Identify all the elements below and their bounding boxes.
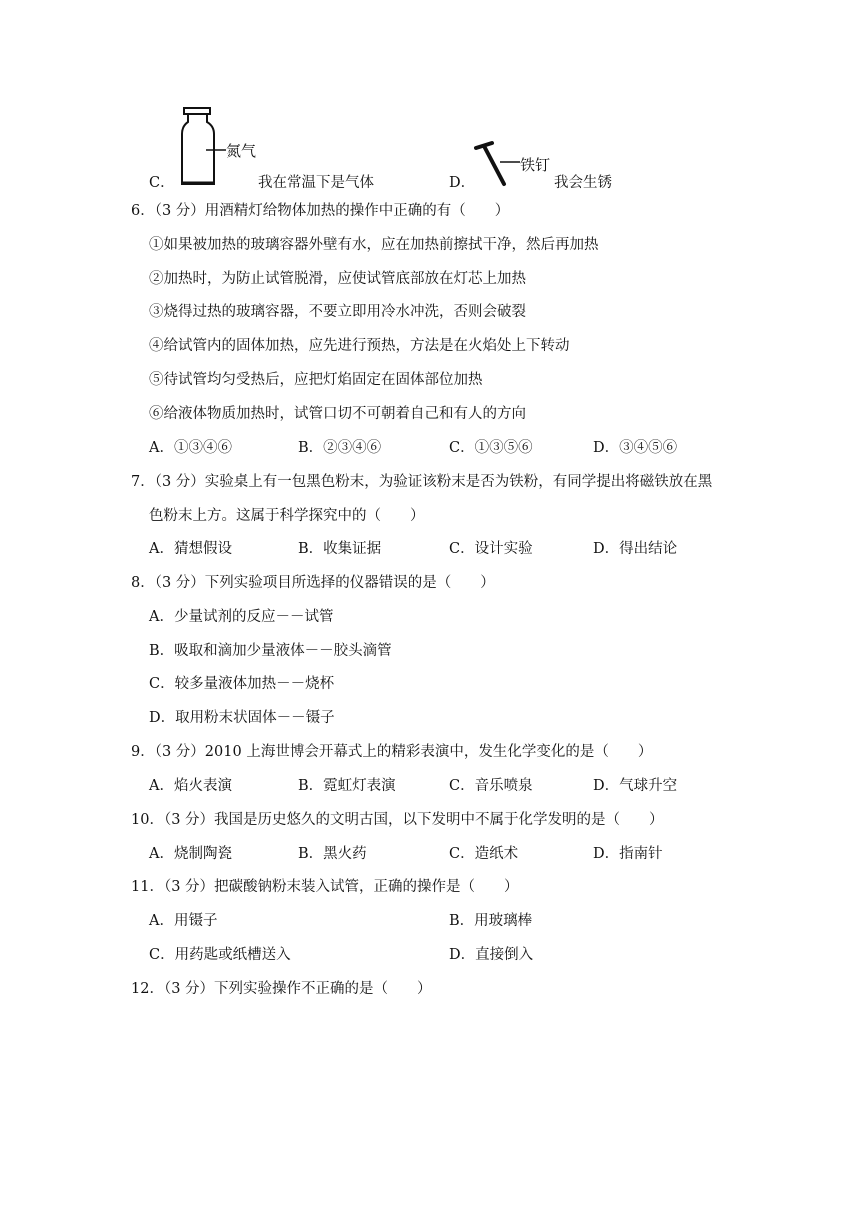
q6-stem: 6．（3 分）用酒精灯给物体加热的操作中正确的有（ ） (131, 203, 510, 219)
q5-option-d-caption: 我会生锈 (554, 175, 612, 191)
nitrogen-label: 氮气 (226, 142, 257, 160)
q10-option-c: C．造纸术 (449, 846, 519, 862)
q6-option-b: B．②③④⑥ (298, 440, 382, 456)
q10-stem: 10．（3 分）我国是历史悠久的文明古国，以下发明中不属于化学发明的是（ ） (131, 812, 664, 828)
q6-item-5: ⑤待试管均匀受热后，应把灯焰固定在固体部位加热 (149, 372, 483, 388)
q11-option-d: D．直接倒入 (449, 947, 534, 963)
q7-stem: 7．（3 分）实验桌上有一包黑色粉末，为验证该粉末是否为铁粉，有同学提出将磁铁放在黑 (131, 474, 713, 490)
q8-option-d: D．取用粉末状固体－－镊子 (149, 710, 335, 726)
q9-stem: 9．（3 分）2010 上海世博会开幕式上的精彩表演中，发生化学变化的是（ ） (131, 744, 653, 760)
q8-option-a: A．少量试剂的反应－－试管 (149, 609, 334, 625)
q6-item-2: ②加热时，为防止试管脱滑，应使试管底部放在灯芯上加热 (149, 271, 526, 287)
q11-stem: 11．（3 分）把碳酸钠粉末装入试管，正确的操作是（ ） (131, 879, 519, 895)
q9-option-a: A．焰火表演 (149, 778, 232, 794)
q5-option-c-caption: 我在常温下是气体 (258, 175, 374, 191)
q8-stem: 8．（3 分）下列实验项目所选择的仪器错误的是（ ） (131, 575, 495, 591)
q6-item-3: ③烧得过热的玻璃容器，不要立即用冷水冲洗，否则会破裂 (149, 304, 526, 320)
q9-option-d: D．气球升空 (593, 778, 678, 794)
q5-option-c-letter: C． (149, 175, 175, 191)
q8-option-c: C．较多量液体加热－－烧杯 (149, 676, 335, 692)
q7-option-d: D．得出结论 (593, 541, 678, 557)
q8-option-b: B．吸取和滴加少量液体－－胶头滴管 (149, 643, 392, 659)
q11-option-c: C．用药匙或纸槽送入 (149, 947, 291, 963)
q7-option-c: C．设计实验 (449, 541, 533, 557)
q6-option-d: D．③④⑤⑥ (593, 440, 678, 456)
q6-option-a: A．①③④⑥ (149, 440, 232, 456)
iron-nail-figure (470, 140, 520, 190)
q5-option-d-letter: D． (449, 175, 476, 191)
q6-item-4: ④给试管内的固体加热，应先进行预热，方法是在火焰处上下转动 (149, 338, 570, 354)
q10-option-d: D．指南针 (593, 846, 663, 862)
q6-item-1: ①如果被加热的玻璃容器外壁有水，应在加热前擦拭干净，然后再加热 (149, 237, 599, 253)
q7-stem-cont: 色粉末上方。这属于科学探究中的（ ） (149, 508, 425, 524)
q6-item-6: ⑥给液体物质加热时，试管口切不可朝着自己和有人的方向 (149, 406, 526, 422)
q6-option-c: C．①③⑤⑥ (449, 440, 533, 456)
q11-option-b: B．用玻璃棒 (449, 913, 533, 929)
iron-nail-label: 铁钉 (520, 156, 551, 174)
q11-option-a: A．用镊子 (149, 913, 218, 929)
q7-option-a: A．猜想假设 (149, 541, 232, 557)
q9-option-b: B．霓虹灯表演 (298, 778, 396, 794)
q7-option-b: B．收集证据 (298, 541, 382, 557)
q9-option-c: C．音乐喷泉 (449, 778, 533, 794)
q10-option-a: A．烧制陶瓷 (149, 846, 232, 862)
q12-stem: 12．（3 分）下列实验操作不正确的是（ ） (131, 981, 432, 997)
q10-option-b: B．黑火药 (298, 846, 367, 862)
reagent-bottle-figure (176, 104, 226, 188)
